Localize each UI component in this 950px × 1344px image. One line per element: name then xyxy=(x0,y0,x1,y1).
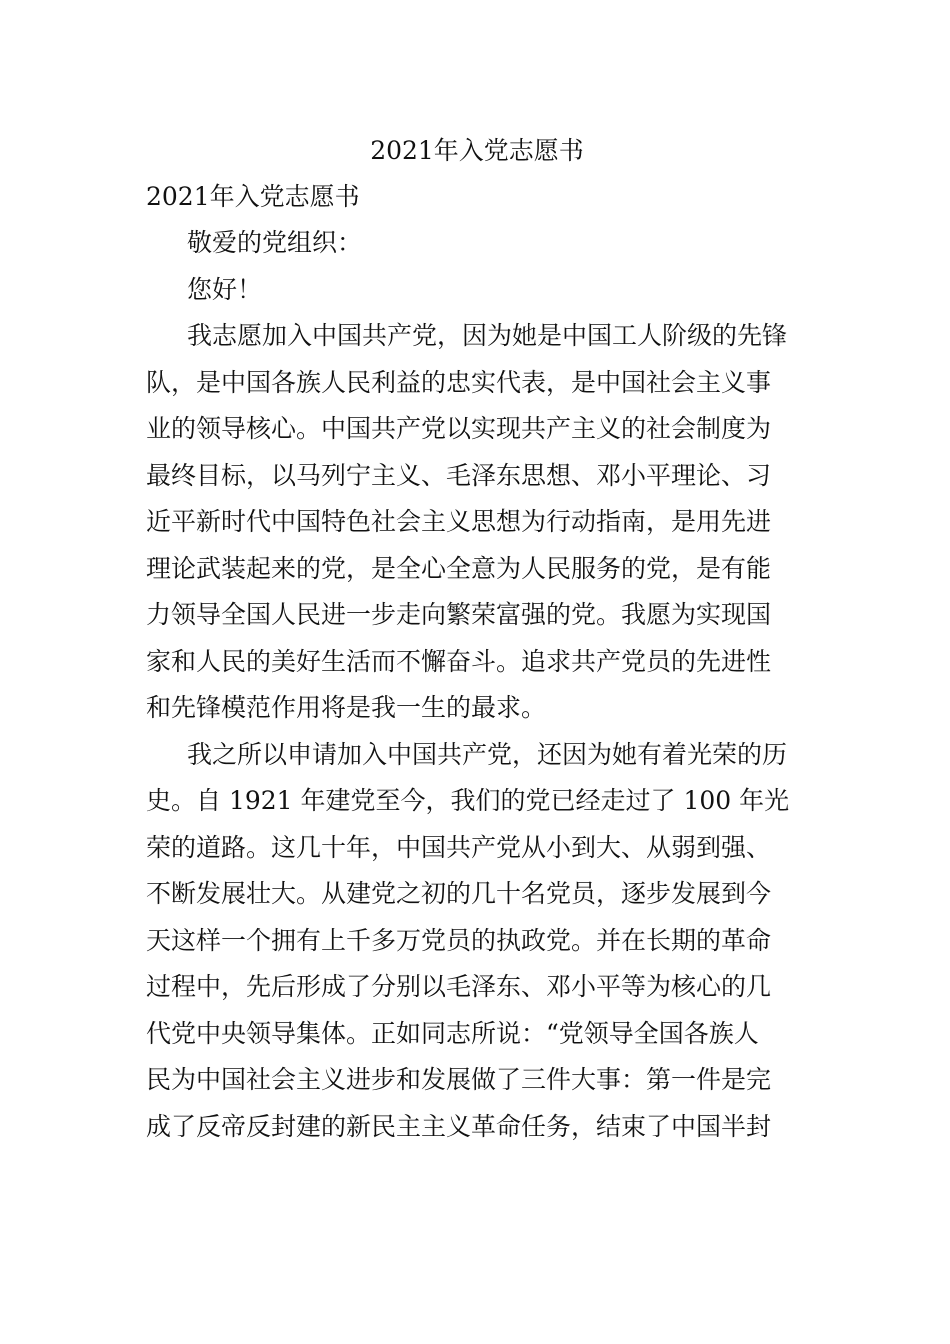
paragraph-1 xyxy=(146,313,808,732)
greeting: 您好！ xyxy=(187,274,263,304)
paragraph-2-line: 成了反帝反封建的新民主主义革命任务，结束了中国半封 xyxy=(146,1111,772,1141)
paragraph-2-line: 代党中央领导集体。正如同志所说：“党领导全国各族人 xyxy=(146,1018,759,1048)
document-subtitle: 2021年入党志愿书 xyxy=(146,182,360,211)
paragraph-2-line: 史。自 1921 年建党至今，我们的党已经走过了 100 年光 xyxy=(146,786,790,815)
paragraph-1-line: 队，是中国各族人民利益的忠实代表，是中国社会主义事 xyxy=(146,367,772,397)
paragraph-1-line: 力领导全国人民进一步走向繁荣富强的党。我愿为实现国 xyxy=(146,600,772,629)
paragraph-1-line: 我志愿加入中国共产党，因为她是中国工人阶级的先锋 xyxy=(187,321,788,350)
paragraph-2 xyxy=(146,732,808,1151)
paragraph-2-line: 天这样一个拥有上千多万党员的执政党。并在长期的革命 xyxy=(146,925,772,955)
paragraph-1-line: 理论武装起来的党，是全心全意为人民服务的党，是有能 xyxy=(146,553,772,583)
document-title: 2021年入党志愿书 xyxy=(370,136,584,165)
paragraph-2-line: 我之所以申请加入中国共产党，还因为她有着光荣的历 xyxy=(187,739,788,769)
paragraph-1-line: 和先锋模范作用将是我一生的最求。 xyxy=(146,693,547,722)
paragraph-1-line: 最终目标，以马列宁主义、毛泽东思想、邓小平理论、习 xyxy=(146,460,772,490)
paragraph-2-line: 民为中国社会主义进步和发展做了三件大事：第一件是完 xyxy=(146,1065,772,1094)
paragraph-2-line: 不断发展壮大。从建党之初的几十名党员，逐步发展到今 xyxy=(146,879,772,908)
paragraph-2-line: 荣的道路。这几十年，中国共产党从小到大、从弱到强、 xyxy=(146,832,772,862)
document-page xyxy=(146,128,808,1150)
paragraph-2-line: 过程中，先后形成了分别以毛泽东、邓小平等为核心的几 xyxy=(146,972,772,1001)
salutation: 敬爱的党组织： xyxy=(187,228,363,257)
paragraph-1-line: 近平新时代中国特色社会主义思想为行动指南，是用先进 xyxy=(146,507,772,536)
paragraph-1-line: 家和人民的美好生活而不懈奋斗。追求共产党员的先进性 xyxy=(146,646,772,676)
paragraph-1-line: 业的领导核心。中国共产党以实现共产主义的社会制度为 xyxy=(146,414,772,443)
